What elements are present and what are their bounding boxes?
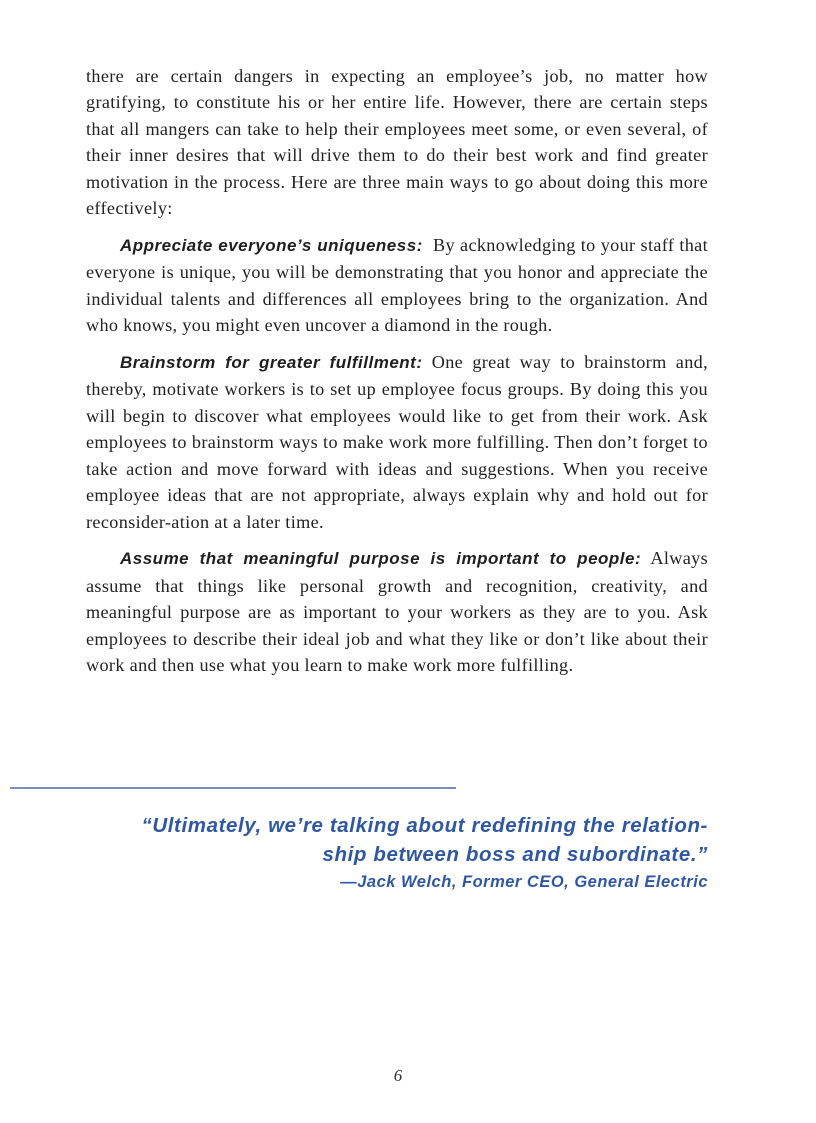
- quote-attribution: —Jack Welch, Former CEO, General Electric: [340, 873, 708, 891]
- page-number: 6: [393, 1066, 403, 1085]
- quote-line-2: ship between boss and subordinate.”: [322, 843, 708, 866]
- point-paragraph-brainstorm: [86, 349, 708, 535]
- point-paragraph-purpose: [86, 545, 708, 678]
- point-text-brainstorm: One great way to brainstorm and, thereby, motivate workers is to set up employee focus groups. By doing this you will begin to discover what employees would like to get from their work. Ask employees to brainstorm ways to make work more fulfilling. Then don’t forget to take action and move forward with ideas and suggestions. When you receive employee ideas that are not appropriate, always explain why and hold out for reconsider-ation at a later time.: [86, 352, 708, 532]
- point-text-purpose: Always assume that things like personal growth and recognition, creativity, and meaningful purpose are as important to your workers as they are to you. Ask employees to describe their ideal job and what they like or don’t like about their work and then use what you learn to make work more fulfilling.: [86, 548, 708, 676]
- point-heading-uniqueness: Appreciate everyone’s uniqueness:: [120, 235, 423, 255]
- section-divider: [10, 787, 456, 789]
- point-heading-brainstorm: Brainstorm for greater fulfillment:: [120, 353, 423, 373]
- page-body: [86, 63, 708, 678]
- quote-line-1: “Ultimately, we’re talking about redefining the relation-: [141, 814, 708, 837]
- point-text-uniqueness: By acknowledging to your staff that everyone is unique, you will be demonstrating that you honor and appreciate the individual talents and differences all employees bring to the organization. And who knows, you might even uncover a diamond in the rough.: [86, 234, 709, 336]
- point-heading-purpose: Assume that meaningful purpose is important to people:: [120, 549, 642, 569]
- point-paragraph-uniqueness: [86, 232, 708, 339]
- pull-quote: [88, 811, 708, 894]
- intro-paragraph: there are certain dangers in expecting an employee’s job, no matter how gratifying, to constitute his or her entire life. However, there are certain steps that all mangers can take to help their employees meet some, or even several, of their inner desires that will drive them to do their best work and find greater motivation in the process. Here are three main ways to go about doing this more effectively:: [86, 66, 708, 219]
